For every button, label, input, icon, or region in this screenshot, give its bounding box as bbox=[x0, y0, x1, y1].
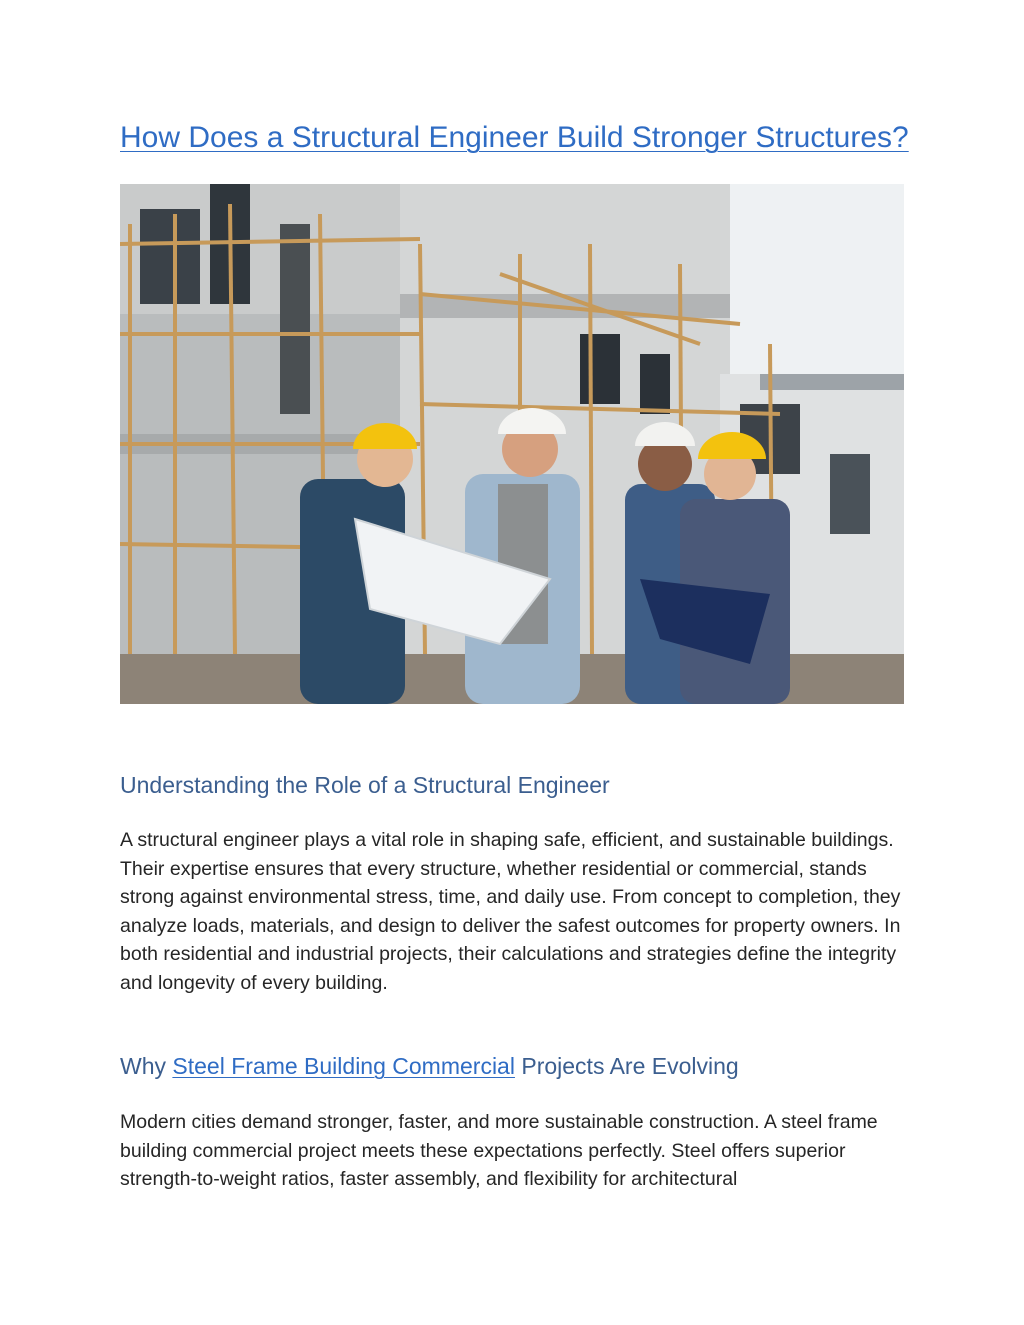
heading-prefix: Why bbox=[120, 1053, 173, 1079]
steel-frame-link[interactable]: Steel Frame Building Commercial bbox=[172, 1053, 515, 1079]
section-heading-role: Understanding the Role of a Structural Engineer bbox=[120, 772, 610, 798]
page-title[interactable]: How Does a Structural Engineer Build Stronger Structures? bbox=[120, 121, 909, 154]
section-heading-steel-frame bbox=[120, 1051, 739, 1081]
section-paragraph-role: A structural engineer plays a vital role in shaping safe, efficient, and sustainable buildings. Their expertise ensures that every structure, whether residential or commercial, stands strong against environmental stress, time, and daily use. From concept to completion, they analyze loads, materials, and design to deliver the safest outcomes for property owners. In both residential and industrial projects, their calculations and strategies define the integrity and longevity of every building. bbox=[120, 829, 901, 994]
hero-image bbox=[120, 184, 904, 704]
section-paragraph-steel-frame: Modern cities demand stronger, faster, and more sustainable construction. A steel frame building commercial project meets these expectations perfectly. Steel offers superior strength-to-weight ratios, faster assembly, and flexibility for architectural bbox=[120, 1111, 878, 1191]
heading-suffix: Projects Are Evolving bbox=[514, 1053, 739, 1079]
